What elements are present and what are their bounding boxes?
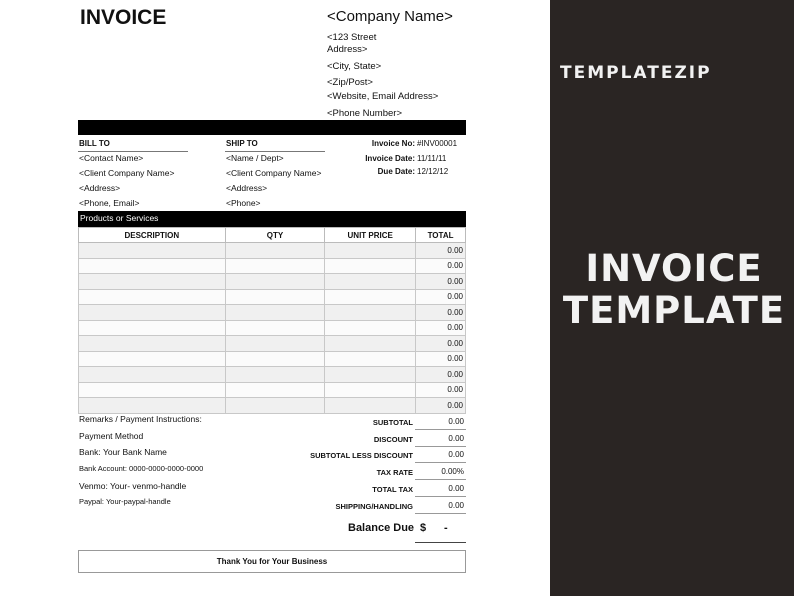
- qty-cell[interactable]: [225, 243, 325, 259]
- ship-to-label: SHIP TO: [226, 139, 258, 148]
- template-side-panel: [550, 0, 794, 596]
- bill-to-line: <Contact Name>: [79, 153, 144, 163]
- products-bar: [78, 211, 466, 227]
- column-header-unit-price: UNIT PRICE: [325, 228, 416, 243]
- balance-due-value: -: [444, 522, 448, 534]
- table-row: [79, 382, 466, 398]
- unit-price-cell[interactable]: [325, 367, 416, 383]
- shipping-underline: [415, 513, 466, 514]
- column-header-total: TOTAL: [416, 228, 466, 243]
- venmo-text: Venmo: Your- venmo-handle: [79, 481, 187, 491]
- description-cell[interactable]: [79, 305, 226, 321]
- due-date-value: 12/12/12: [417, 167, 449, 176]
- balance-currency: $: [420, 522, 427, 534]
- unit-price-cell[interactable]: [325, 382, 416, 398]
- description-cell[interactable]: [79, 367, 226, 383]
- subtotal-underline: [415, 429, 466, 430]
- invoice-no-value: #INV00001: [417, 139, 458, 148]
- shipping-value: 0.00: [448, 501, 464, 510]
- bill-to-underline: [78, 151, 188, 152]
- total-cell: 0.00: [416, 320, 466, 336]
- total-cell: 0.00: [416, 274, 466, 290]
- address-city: <City, State>: [327, 61, 382, 72]
- subtotal-less-discount-value: 0.00: [448, 450, 464, 459]
- description-cell[interactable]: [79, 274, 226, 290]
- total-tax-label: TOTAL TAX: [372, 485, 413, 494]
- total-cell: 0.00: [416, 305, 466, 321]
- qty-cell[interactable]: [225, 274, 325, 290]
- unit-price-cell[interactable]: [325, 320, 416, 336]
- unit-price-cell[interactable]: [325, 351, 416, 367]
- ship-to-line: <Address>: [226, 183, 268, 193]
- table-row: [79, 305, 466, 321]
- description-cell[interactable]: [79, 258, 226, 274]
- ship-to-line: <Client Company Name>: [226, 168, 322, 178]
- total-cell: 0.00: [416, 289, 466, 305]
- balance-underline: [415, 542, 466, 543]
- ship-to-line: <Name / Dept>: [226, 153, 284, 163]
- tax-rate-underline: [415, 479, 466, 480]
- qty-cell[interactable]: [225, 258, 325, 274]
- qty-cell[interactable]: [225, 289, 325, 305]
- brand-name: TEMPLATEZIP: [560, 63, 712, 83]
- total-tax-value: 0.00: [448, 484, 464, 493]
- company-name: <Company Name>: [327, 8, 453, 25]
- bank-name-text: Bank: Your Bank Name: [79, 447, 167, 457]
- table-row: [79, 336, 466, 352]
- tax-rate-label: TAX RATE: [376, 468, 413, 477]
- bill-to-line: <Client Company Name>: [79, 168, 175, 178]
- side-title-line-1: INVOICE: [585, 247, 763, 290]
- header-divider-bar: [78, 120, 466, 135]
- ship-to-underline: [225, 151, 325, 152]
- unit-price-cell[interactable]: [325, 398, 416, 414]
- total-cell: 0.00: [416, 243, 466, 259]
- table-header-row: [79, 228, 466, 243]
- description-cell[interactable]: [79, 320, 226, 336]
- invoice-title: INVOICE: [80, 6, 167, 29]
- tax-rate-value: 0.00%: [441, 467, 464, 476]
- discount-value: 0.00: [448, 434, 464, 443]
- column-header-description: DESCRIPTION: [79, 228, 226, 243]
- subtotal-label: SUBTOTAL: [372, 418, 413, 427]
- subtotal-less-discount-label: SUBTOTAL LESS DISCOUNT: [310, 451, 413, 460]
- remarks-label: Remarks / Payment Instructions:: [79, 414, 202, 424]
- total-cell: 0.00: [416, 398, 466, 414]
- table-row: [79, 289, 466, 305]
- qty-cell[interactable]: [225, 336, 325, 352]
- description-cell[interactable]: [79, 382, 226, 398]
- balance-due-label: Balance Due: [348, 522, 415, 534]
- subtotal-less-discount-underline: [415, 462, 466, 463]
- side-panel-title: [556, 248, 792, 332]
- products-bar-label: Products or Services: [80, 213, 159, 223]
- qty-cell[interactable]: [225, 382, 325, 398]
- total-cell: 0.00: [416, 367, 466, 383]
- address-zip: <Zip/Post>: [327, 77, 373, 88]
- qty-cell[interactable]: [225, 398, 325, 414]
- subtotal-value: 0.00: [448, 417, 464, 426]
- payment-method-label: Payment Method: [79, 431, 144, 441]
- qty-cell[interactable]: [225, 367, 325, 383]
- total-tax-underline: [415, 496, 466, 497]
- side-title-line-2: TEMPLATE: [562, 289, 786, 332]
- table-row: [79, 351, 466, 367]
- unit-price-cell[interactable]: [325, 289, 416, 305]
- unit-price-cell[interactable]: [325, 274, 416, 290]
- table-row: [79, 367, 466, 383]
- total-cell: 0.00: [416, 258, 466, 274]
- bill-to-label: BILL TO: [79, 139, 110, 148]
- qty-cell[interactable]: [225, 351, 325, 367]
- qty-cell[interactable]: [225, 320, 325, 336]
- table-row: [79, 320, 466, 336]
- unit-price-cell[interactable]: [325, 336, 416, 352]
- address-line: Address>: [327, 44, 368, 55]
- description-cell[interactable]: [79, 243, 226, 259]
- description-cell[interactable]: [79, 336, 226, 352]
- ship-to-line: <Phone>: [226, 198, 261, 208]
- line-items-table: [78, 227, 466, 414]
- description-cell[interactable]: [79, 351, 226, 367]
- invoice-no-label: Invoice No:: [371, 139, 415, 148]
- total-cell: 0.00: [416, 336, 466, 352]
- unit-price-cell[interactable]: [325, 305, 416, 321]
- bill-to-line: <Phone, Email>: [79, 198, 140, 208]
- address-website: <Website, Email Address>: [327, 91, 439, 102]
- description-cell[interactable]: [79, 398, 226, 414]
- invoice-date-value: 11/11/11: [417, 154, 447, 163]
- table-row: [79, 258, 466, 274]
- table-row: [79, 243, 466, 259]
- description-cell[interactable]: [79, 289, 226, 305]
- table-row: [79, 274, 466, 290]
- column-header-qty: QTY: [225, 228, 325, 243]
- qty-cell[interactable]: [225, 305, 325, 321]
- bank-account-text: Bank Account: 0000-0000-0000-0000: [79, 464, 204, 473]
- discount-underline: [415, 446, 466, 447]
- paypal-text: Paypal: Your-paypal-handle: [79, 497, 171, 506]
- bill-to-line: <Address>: [79, 183, 121, 193]
- thank-you-footer: Thank You for Your Business: [78, 550, 466, 573]
- invoice-date-label: Invoice Date:: [365, 154, 415, 163]
- unit-price-cell[interactable]: [325, 258, 416, 274]
- total-cell: 0.00: [416, 351, 466, 367]
- discount-label: DISCOUNT: [373, 435, 413, 444]
- unit-price-cell[interactable]: [325, 243, 416, 259]
- total-cell: 0.00: [416, 382, 466, 398]
- table-row: [79, 398, 466, 414]
- due-date-label: Due Date:: [377, 167, 415, 176]
- address-phone: <Phone Number>: [327, 108, 402, 119]
- address-line: <123 Street: [327, 32, 377, 43]
- shipping-label: SHIPPING/HANDLING: [335, 502, 413, 511]
